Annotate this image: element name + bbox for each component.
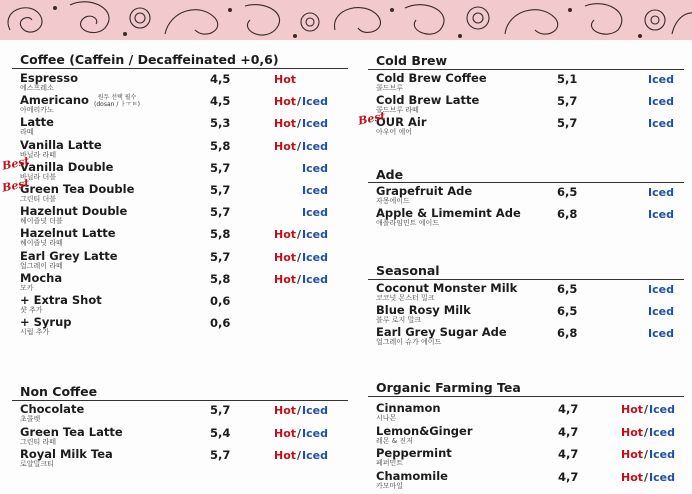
bean-note-line1: 원두 선택 필수	[97, 94, 137, 101]
option-separator: /	[644, 403, 649, 416]
menu-item	[20, 115, 328, 138]
seasonal-section-title: Seasonal	[376, 263, 440, 278]
item-name: Mocha	[20, 270, 63, 285]
organic-tea-section-title: Organic Farming Tea	[376, 380, 521, 395]
item-name: Cold Brew Coffee	[376, 71, 487, 85]
item-price: 6,5	[557, 185, 578, 199]
item-korean-name: 모카	[20, 283, 34, 292]
hot-option: Hot	[274, 404, 297, 417]
cold-brew-divider	[368, 69, 684, 70]
iced-option: Iced	[649, 425, 675, 439]
bean-note-line2: (dosan / ㅏㅜㅌ)	[94, 101, 140, 108]
option-separator: /	[297, 139, 302, 153]
option-separator: /	[644, 425, 649, 439]
item-price: 4,7	[558, 447, 579, 461]
cold-brew-section-title: Cold Brew	[376, 53, 448, 68]
iced-option: Iced	[302, 206, 328, 220]
item-name: Hazelnut Latte	[20, 226, 116, 241]
option-separator: /	[297, 250, 302, 264]
iced-option: Iced	[302, 228, 328, 242]
item-price: 4,7	[558, 424, 579, 439]
option-separator: /	[297, 404, 302, 417]
item-name: Coconut Monster Milk	[376, 281, 518, 295]
item-name: Vanilla Double	[20, 159, 114, 174]
hot-option: Hot	[621, 448, 644, 461]
menu-item	[20, 424, 328, 448]
item-price: 5,7	[210, 183, 231, 197]
item-korean-name: 로얄밀크티	[20, 460, 54, 468]
iced-option: Iced	[302, 161, 328, 175]
item-name: Earl Grey Latte	[20, 248, 118, 263]
hot-option: Hot	[621, 425, 644, 439]
menu-item	[376, 304, 676, 326]
item-price: 0,6	[210, 294, 231, 308]
organic-tea-divider	[368, 396, 684, 397]
iced-option: Iced	[302, 272, 328, 286]
menu-item	[20, 316, 320, 338]
item-price: 4,5	[210, 72, 231, 86]
item-korean-name: 콜드브루 라떼	[376, 106, 419, 114]
item-korean-name: 라떼	[20, 128, 34, 137]
item-korean-name: 시럽 추가	[20, 328, 50, 337]
iced-option: Iced	[648, 305, 674, 318]
item-price: 5,1	[557, 72, 578, 86]
iced-option: Iced	[648, 95, 674, 108]
item-price: 5,3	[210, 116, 231, 131]
option-separator: /	[297, 117, 302, 131]
item-name: Chamomile	[376, 468, 448, 483]
item-name: Hazelnut Double	[20, 204, 128, 219]
item-price: 5,8	[210, 138, 231, 153]
menu-item	[376, 470, 676, 492]
menu-item	[376, 94, 676, 116]
menu-item	[20, 248, 328, 272]
item-korean-name: 블루 로지 밀크	[376, 316, 422, 324]
item-korean-name: 초콜렛	[20, 415, 41, 423]
iced-option: Iced	[302, 184, 328, 197]
item-name: Espresso	[20, 71, 78, 85]
item-korean-name: 레몬 & 진저	[376, 436, 413, 445]
menu-item	[376, 282, 676, 304]
hot-option: Hot	[274, 426, 297, 440]
hot-option: Hot	[274, 272, 297, 286]
iced-option: Iced	[302, 250, 328, 264]
item-name: Apple & Limemint Ade	[376, 206, 521, 220]
non-coffee-divider	[12, 400, 348, 401]
paisley-banner	[0, 0, 692, 40]
item-price: 6,8	[557, 207, 578, 221]
option-separator: /	[297, 272, 302, 286]
item-price: 5,7	[557, 94, 578, 108]
item-price: 6,5	[557, 282, 578, 296]
item-korean-name: 샷 추가	[20, 306, 43, 314]
menu-item	[20, 93, 328, 116]
menu-item	[20, 226, 328, 249]
hot-option: Hot	[621, 403, 644, 416]
option-separator: /	[297, 426, 302, 440]
item-price: 5,7	[210, 205, 231, 220]
item-korean-name: 페퍼민트	[376, 459, 404, 467]
hot-option: Hot	[274, 139, 297, 153]
item-korean-name: 코코넛 몬스터 밀크	[376, 294, 435, 302]
item-korean-name: 애플라임민트 에이드	[376, 219, 440, 227]
item-name: Cold Brew Latte	[376, 93, 480, 107]
item-price: 6,8	[557, 326, 578, 340]
hot-option: Hot	[274, 73, 297, 86]
item-korean-name: 얼그레이 라떼	[20, 261, 63, 270]
menu-item	[376, 425, 676, 447]
item-name: Vanilla Latte	[20, 137, 102, 152]
iced-option: Iced	[302, 449, 328, 462]
item-name: Blue Rosy Milk	[376, 303, 471, 317]
coffee-section-title: Coffee (Caffein / Decaffeinated +0,6)	[20, 52, 279, 67]
menu-item	[20, 402, 328, 425]
best-seller-badge: Best	[0, 176, 31, 195]
item-korean-name: 에스프레소	[20, 84, 54, 92]
item-name: Latte	[20, 115, 54, 130]
item-price: 5,8	[210, 271, 231, 286]
item-name: Earl Grey Sugar Ade	[376, 325, 507, 339]
item-name: + Extra Shot	[20, 293, 102, 307]
hot-option: Hot	[274, 250, 297, 264]
iced-option: Iced	[648, 283, 674, 296]
item-price: 4,5	[210, 94, 231, 109]
item-korean-name: 카모마일	[376, 481, 404, 490]
best-seller-badge: Best	[356, 109, 387, 128]
iced-option: Iced	[649, 403, 675, 416]
item-name: Grapefruit Ade	[376, 184, 473, 198]
item-name: + Syrup	[20, 315, 72, 330]
hot-option: Hot	[274, 228, 297, 242]
item-name: OUR Air	[376, 115, 427, 129]
item-korean-name: 콜드브루	[376, 84, 404, 92]
iced-option: Iced	[302, 95, 328, 109]
item-price: 5,4	[210, 425, 231, 440]
item-korean-name: 아메리카노	[20, 106, 54, 115]
non-coffee-section-title: Non Coffee	[20, 384, 98, 399]
seasonal-divider	[368, 279, 684, 280]
menu-item	[376, 207, 676, 229]
menu-item	[20, 270, 328, 294]
item-korean-name: 헤이즐넛 더블	[20, 217, 63, 226]
iced-option: Iced	[302, 139, 328, 153]
menu-item	[20, 72, 320, 94]
iced-option: Iced	[302, 426, 328, 440]
item-korean-name: 바닐라 더블	[20, 172, 57, 181]
iced-option: Iced	[648, 117, 674, 130]
iced-option: Iced	[648, 186, 674, 199]
item-price: 5,7	[210, 403, 231, 417]
item-korean-name: 바닐라 라떼	[20, 150, 57, 159]
iced-option: Iced	[649, 470, 675, 484]
menu-item	[20, 204, 328, 227]
iced-option: Iced	[302, 117, 328, 131]
hot-option: Hot	[274, 449, 297, 462]
option-separator: /	[297, 95, 302, 109]
menu-item	[20, 294, 320, 316]
item-price: 5,7	[210, 448, 231, 462]
item-name: Green Tea Latte	[20, 424, 123, 439]
ade-section-title: Ade	[376, 167, 404, 182]
item-price: 4,7	[558, 402, 579, 416]
menu-item	[376, 72, 676, 94]
item-name: Lemon&Ginger	[376, 423, 473, 438]
item-price: 4,7	[558, 469, 579, 484]
iced-option: Iced	[648, 73, 674, 86]
item-price: 0,6	[210, 316, 231, 331]
item-korean-name: 자몽에이드	[376, 197, 410, 205]
hot-option: Hot	[274, 117, 297, 131]
iced-option: Iced	[648, 208, 674, 221]
item-price: 6,5	[557, 304, 578, 318]
item-name: Royal Milk Tea	[20, 447, 113, 461]
menu-item	[20, 447, 328, 470]
hot-option: Hot	[621, 470, 644, 484]
ade-divider	[368, 182, 684, 183]
item-name: Americano	[20, 93, 89, 108]
option-separator: /	[297, 449, 302, 462]
item-korean-name: 얼그레이 슈가 에이드	[376, 338, 442, 346]
item-korean-name: 그린티 라떼	[20, 437, 57, 446]
item-price: 5,7	[557, 116, 578, 130]
item-name: Green Tea Double	[20, 182, 135, 196]
item-korean-name: 그린티 더블	[20, 195, 57, 203]
item-price: 5,7	[210, 249, 231, 264]
item-korean-name: 아우어 에어	[376, 128, 413, 136]
menu-item	[376, 185, 676, 207]
menu-item	[376, 326, 676, 348]
option-separator: /	[297, 228, 302, 242]
option-separator: /	[644, 470, 649, 484]
iced-option: Iced	[648, 327, 674, 340]
item-korean-name: 시나몬	[376, 414, 397, 422]
hot-option: Hot	[274, 95, 297, 109]
option-separator: /	[644, 448, 649, 461]
item-korean-name: 헤이즐넛 라떼	[20, 239, 63, 248]
item-price: 5,7	[210, 160, 231, 175]
item-name: Chocolate	[20, 402, 85, 416]
iced-option: Iced	[302, 404, 328, 417]
coffee-divider	[12, 68, 348, 69]
item-price: 5,8	[210, 227, 231, 242]
item-name: Cinnamon	[376, 401, 441, 415]
menu-item	[376, 402, 676, 424]
menu-item	[20, 137, 328, 161]
best-seller-badge: Best	[0, 154, 31, 173]
paisley-pattern-icon	[0, 0, 692, 40]
menu-item	[376, 447, 676, 469]
item-name: Peppermint	[376, 446, 452, 460]
iced-option: Iced	[649, 448, 675, 461]
